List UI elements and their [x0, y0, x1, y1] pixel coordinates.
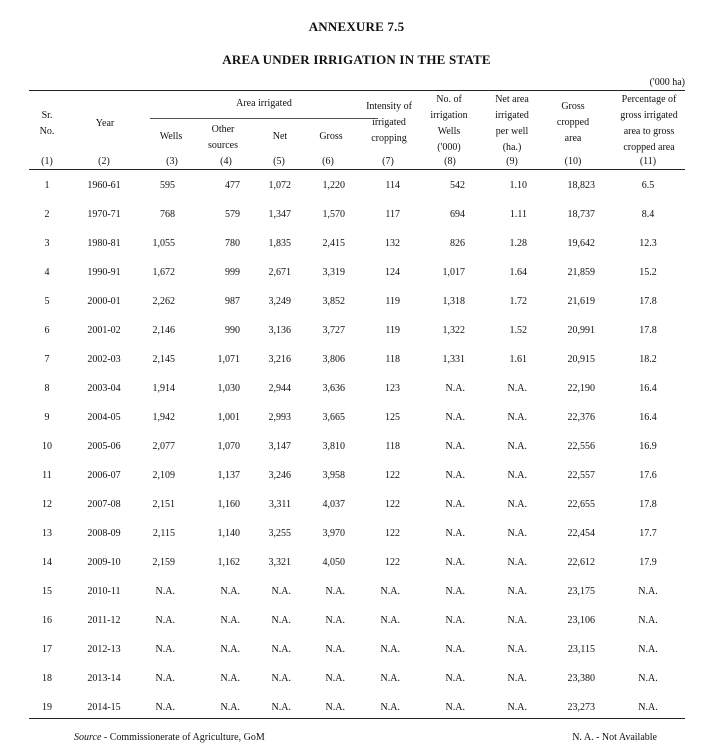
table-title: AREA UNDER IRRIGATION IN THE STATE: [222, 52, 491, 67]
cell-other-sources: 1,140: [217, 528, 240, 539]
cell-year: 2012-13: [87, 644, 121, 655]
cell-intensity: 118: [385, 441, 400, 452]
cell-percentage: 18.2: [639, 354, 657, 365]
column-number-percentage: (11): [639, 156, 657, 167]
cell-gross-cropped: 23,106: [567, 615, 595, 626]
cell-percentage: N.A.: [638, 586, 658, 597]
source-label: Source: [74, 732, 102, 743]
cell-no-wells: N.A.: [445, 557, 465, 568]
cell-wells: 1,942: [152, 412, 175, 423]
cell-no-wells: N.A.: [445, 615, 465, 626]
cell-gross: 3,319: [322, 267, 345, 278]
cell-gross: 3,970: [322, 528, 345, 539]
source-note: [74, 732, 265, 743]
cell-intensity: 119: [385, 325, 400, 336]
cell-net: 3,246: [268, 470, 291, 481]
header-net-area-per-well: Net area irrigated per well (ha.): [495, 94, 529, 153]
cell-year: 2010-11: [87, 586, 121, 597]
cell-no-wells: N.A.: [445, 673, 465, 684]
cell-gross-cropped: 23,380: [567, 673, 595, 684]
cell-sr-no: 8: [44, 383, 50, 394]
cell-year: 1960-61: [87, 180, 121, 191]
cell-net-area-per-well: N.A.: [507, 615, 527, 626]
cell-net-area-per-well: N.A.: [507, 499, 527, 510]
cell-intensity: 122: [385, 499, 400, 510]
cell-no-wells: 1,017: [442, 267, 465, 278]
cell-gross: 1,570: [322, 209, 345, 220]
header-no-wells: No. of irrigation Wells ('000): [430, 94, 468, 153]
cell-gross-cropped: 22,655: [567, 499, 595, 510]
cell-wells: 1,672: [152, 267, 175, 278]
cell-gross: 3,852: [322, 296, 345, 307]
cell-sr-no: 10: [42, 441, 52, 452]
cell-net: 3,311: [268, 499, 291, 510]
cell-gross: 3,810: [322, 441, 345, 452]
cell-gross-cropped: 23,175: [567, 586, 595, 597]
cell-net-area-per-well: 1.52: [509, 325, 527, 336]
cell-year: 2005-06: [87, 441, 121, 452]
cell-gross: 3,806: [322, 354, 345, 365]
cell-net: 3,249: [268, 296, 291, 307]
cell-year: 2006-07: [87, 470, 121, 481]
cell-net: N.A.: [271, 673, 291, 684]
cell-other-sources: 1,030: [217, 383, 240, 394]
cell-no-wells: N.A.: [445, 702, 465, 713]
na-note: N. A. - Not Available: [572, 732, 657, 743]
cell-year: 1970-71: [87, 209, 121, 220]
cell-intensity: 119: [385, 296, 400, 307]
cell-intensity: 125: [385, 412, 400, 423]
cell-year: 2002-03: [87, 354, 121, 365]
cell-net: 3,321: [268, 557, 291, 568]
cell-no-wells: 694: [450, 209, 465, 220]
cell-percentage: 12.3: [639, 238, 657, 249]
cell-wells: 2,262: [152, 296, 175, 307]
cell-sr-no: 19: [42, 702, 52, 713]
cell-gross-cropped: 18,737: [567, 209, 595, 220]
cell-net-area-per-well: 1.72: [509, 296, 527, 307]
cell-gross-cropped: 22,557: [567, 470, 595, 481]
cell-gross: 4,050: [322, 557, 345, 568]
cell-net-area-per-well: N.A.: [507, 441, 527, 452]
cell-other-sources: 1,070: [217, 441, 240, 452]
cell-wells: 2,077: [152, 441, 175, 452]
cell-other-sources: 579: [225, 209, 240, 220]
cell-wells: N.A.: [155, 644, 175, 655]
cell-sr-no: 3: [44, 238, 50, 249]
cell-sr-no: 2: [44, 209, 50, 220]
area-irrigated-rule: [150, 118, 378, 119]
header-percentage: Percentage of gross irrigated area to gross cropped area: [620, 94, 678, 153]
cell-year: 2000-01: [87, 296, 121, 307]
cell-sr-no: 12: [42, 499, 52, 510]
cell-percentage: N.A.: [638, 673, 658, 684]
cell-no-wells: N.A.: [445, 441, 465, 452]
column-number-sr-no: (1): [41, 156, 53, 167]
cell-net-area-per-well: 1.11: [509, 209, 527, 220]
cell-sr-no: 6: [44, 325, 50, 336]
cell-net: N.A.: [271, 702, 291, 713]
header-intensity: Intensity of irrigated cropping: [366, 101, 412, 144]
cell-other-sources: 990: [225, 325, 240, 336]
cell-intensity: 124: [385, 267, 400, 278]
cell-gross-cropped: 18,823: [567, 180, 595, 191]
cell-gross-cropped: 23,115: [567, 644, 595, 655]
cell-percentage: 17.8: [639, 499, 657, 510]
cell-intensity: 122: [385, 470, 400, 481]
cell-other-sources: 999: [225, 267, 240, 278]
column-number-no-wells: (8): [444, 156, 456, 167]
cell-gross: N.A.: [325, 615, 345, 626]
cell-year: 2013-14: [87, 673, 121, 684]
cell-other-sources: 987: [225, 296, 240, 307]
cell-year: 2014-15: [87, 702, 121, 713]
cell-percentage: 16.9: [639, 441, 657, 452]
cell-year: 1990-91: [87, 267, 121, 278]
cell-wells: 2,159: [152, 557, 175, 568]
cell-wells: N.A.: [155, 586, 175, 597]
cell-sr-no: 17: [42, 644, 52, 655]
cell-net: N.A.: [271, 644, 291, 655]
header-gross: Gross: [319, 131, 343, 142]
cell-intensity: 122: [385, 528, 400, 539]
cell-percentage: N.A.: [638, 702, 658, 713]
cell-year: 2009-10: [87, 557, 121, 568]
table-bottom-rule: [29, 718, 685, 719]
annexure-title: ANNEXURE 7.5: [308, 19, 405, 34]
cell-wells: 2,145: [152, 354, 175, 365]
unit-note: ('000 ha): [649, 77, 685, 88]
cell-intensity: 123: [385, 383, 400, 394]
cell-net-area-per-well: N.A.: [507, 557, 527, 568]
cell-intensity: N.A.: [380, 586, 400, 597]
cell-other-sources: 1,001: [217, 412, 240, 423]
cell-percentage: 17.9: [639, 557, 657, 568]
cell-other-sources: N.A.: [220, 586, 240, 597]
cell-no-wells: N.A.: [445, 528, 465, 539]
cell-net: N.A.: [271, 615, 291, 626]
cell-no-wells: 1,331: [442, 354, 465, 365]
cell-year: 2003-04: [87, 383, 121, 394]
cell-year: 2001-02: [87, 325, 121, 336]
cell-no-wells: N.A.: [445, 499, 465, 510]
cell-gross-cropped: 21,619: [567, 296, 595, 307]
cell-no-wells: N.A.: [445, 644, 465, 655]
cell-percentage: 16.4: [639, 383, 657, 394]
cell-net-area-per-well: 1.10: [509, 180, 527, 191]
cell-gross-cropped: 21,859: [567, 267, 595, 278]
cell-gross: 3,636: [322, 383, 345, 394]
cell-no-wells: N.A.: [445, 383, 465, 394]
header-net: Net: [272, 131, 288, 142]
cell-intensity: 117: [385, 209, 400, 220]
table-top-rule: [29, 90, 685, 91]
cell-net-area-per-well: N.A.: [507, 673, 527, 684]
cell-no-wells: N.A.: [445, 412, 465, 423]
header-other-sources: Other sources: [208, 124, 238, 151]
column-number-gross: (6): [322, 156, 334, 167]
cell-net: 3,147: [268, 441, 291, 452]
cell-gross: N.A.: [325, 644, 345, 655]
cell-gross-cropped: 22,376: [567, 412, 595, 423]
cell-net: 1,072: [268, 180, 291, 191]
cell-wells: 1,055: [152, 238, 175, 249]
cell-sr-no: 9: [44, 412, 50, 423]
column-number-year: (2): [98, 156, 110, 167]
column-number-intensity: (7): [382, 156, 394, 167]
cell-net-area-per-well: 1.64: [509, 267, 527, 278]
cell-percentage: 16.4: [639, 412, 657, 423]
cell-other-sources: 780: [225, 238, 240, 249]
cell-net: 1,347: [268, 209, 291, 220]
cell-gross: N.A.: [325, 673, 345, 684]
cell-gross: 3,727: [322, 325, 345, 336]
cell-other-sources: N.A.: [220, 644, 240, 655]
cell-gross-cropped: 22,556: [567, 441, 595, 452]
cell-net: 1,835: [268, 238, 291, 249]
header-gross-cropped: Gross cropped area: [556, 101, 590, 144]
cell-other-sources: N.A.: [220, 615, 240, 626]
cell-wells: 768: [160, 209, 175, 220]
header-area-irrigated: Area irrigated: [236, 98, 292, 109]
cell-sr-no: 11: [42, 470, 52, 481]
cell-percentage: N.A.: [638, 615, 658, 626]
cell-percentage: 6.5: [641, 180, 655, 191]
cell-sr-no: 4: [44, 267, 50, 278]
cell-wells: N.A.: [155, 673, 175, 684]
cell-year: 2011-12: [87, 615, 121, 626]
cell-gross-cropped: 22,454: [567, 528, 595, 539]
cell-wells: 2,151: [152, 499, 175, 510]
column-number-wells: (3): [166, 156, 178, 167]
cell-no-wells: 1,318: [442, 296, 465, 307]
cell-net: N.A.: [271, 586, 291, 597]
cell-other-sources: 1,162: [217, 557, 240, 568]
cell-intensity: N.A.: [380, 673, 400, 684]
cell-net-area-per-well: 1.28: [509, 238, 527, 249]
cell-gross: 3,665: [322, 412, 345, 423]
cell-percentage: 8.4: [641, 209, 655, 220]
cell-net: 3,255: [268, 528, 291, 539]
cell-year: 2008-09: [87, 528, 121, 539]
cell-net-area-per-well: N.A.: [507, 586, 527, 597]
cell-wells: 1,914: [152, 383, 175, 394]
header-sr-no: Sr. No.: [39, 110, 55, 137]
column-number-net: (5): [273, 156, 285, 167]
cell-percentage: 17.6: [639, 470, 657, 481]
source-text: - Commissionerate of Agriculture, GoM: [101, 732, 265, 743]
cell-gross: N.A.: [325, 702, 345, 713]
cell-other-sources: N.A.: [220, 702, 240, 713]
cell-year: 1980-81: [87, 238, 121, 249]
cell-gross-cropped: 22,612: [567, 557, 595, 568]
cell-percentage: 17.8: [639, 296, 657, 307]
column-number-gross-cropped: (10): [564, 156, 582, 167]
cell-intensity: 122: [385, 557, 400, 568]
cell-wells: 2,115: [152, 528, 175, 539]
cell-year: 2004-05: [87, 412, 121, 423]
cell-net: 3,136: [268, 325, 291, 336]
cell-net-area-per-well: N.A.: [507, 383, 527, 394]
cell-sr-no: 13: [42, 528, 52, 539]
cell-percentage: N.A.: [638, 644, 658, 655]
cell-wells: 2,146: [152, 325, 175, 336]
header-wells: Wells: [159, 131, 183, 142]
header-year: Year: [95, 118, 115, 129]
cell-wells: N.A.: [155, 702, 175, 713]
cell-intensity: 132: [385, 238, 400, 249]
cell-net-area-per-well: N.A.: [507, 644, 527, 655]
cell-other-sources: 1,160: [217, 499, 240, 510]
cell-net: 3,216: [268, 354, 291, 365]
cell-other-sources: N.A.: [220, 673, 240, 684]
cell-percentage: 17.8: [639, 325, 657, 336]
cell-no-wells: 542: [450, 180, 465, 191]
cell-wells: 595: [160, 180, 175, 191]
cell-net: 2,671: [268, 267, 291, 278]
cell-sr-no: 15: [42, 586, 52, 597]
cell-wells: N.A.: [155, 615, 175, 626]
cell-intensity: N.A.: [380, 702, 400, 713]
cell-wells: 2,109: [152, 470, 175, 481]
cell-no-wells: N.A.: [445, 470, 465, 481]
cell-intensity: 118: [385, 354, 400, 365]
cell-gross: 4,037: [322, 499, 345, 510]
cell-sr-no: 1: [44, 180, 50, 191]
cell-other-sources: 477: [225, 180, 240, 191]
cell-no-wells: 826: [450, 238, 465, 249]
column-number-other-sources: (4): [220, 156, 232, 167]
cell-no-wells: 1,322: [442, 325, 465, 336]
cell-other-sources: 1,071: [217, 354, 240, 365]
cell-gross-cropped: 20,991: [567, 325, 595, 336]
cell-net-area-per-well: N.A.: [507, 412, 527, 423]
cell-sr-no: 7: [44, 354, 50, 365]
cell-no-wells: N.A.: [445, 586, 465, 597]
cell-intensity: N.A.: [380, 615, 400, 626]
cell-sr-no: 14: [42, 557, 52, 568]
cell-percentage: 15.2: [639, 267, 657, 278]
cell-gross-cropped: 23,273: [567, 702, 595, 713]
cell-gross: N.A.: [325, 586, 345, 597]
cell-gross-cropped: 19,642: [567, 238, 595, 249]
cell-gross: 2,415: [322, 238, 345, 249]
cell-sr-no: 18: [42, 673, 52, 684]
cell-percentage: 17.7: [639, 528, 657, 539]
cell-intensity: N.A.: [380, 644, 400, 655]
cell-sr-no: 16: [42, 615, 52, 626]
cell-gross: 3,958: [322, 470, 345, 481]
cell-net: 2,993: [268, 412, 291, 423]
cell-other-sources: 1,137: [217, 470, 240, 481]
column-number-net-area-per-well: (9): [506, 156, 518, 167]
cell-net-area-per-well: N.A.: [507, 702, 527, 713]
cell-year: 2007-08: [87, 499, 121, 510]
cell-gross-cropped: 20,915: [567, 354, 595, 365]
cell-gross: 1,220: [322, 180, 345, 191]
cell-sr-no: 5: [44, 296, 50, 307]
cell-net: 2,944: [268, 383, 291, 394]
cell-intensity: 114: [385, 180, 400, 191]
cell-net-area-per-well: 1.61: [509, 354, 527, 365]
cell-gross-cropped: 22,190: [567, 383, 595, 394]
cell-net-area-per-well: N.A.: [507, 470, 527, 481]
cell-net-area-per-well: N.A.: [507, 528, 527, 539]
